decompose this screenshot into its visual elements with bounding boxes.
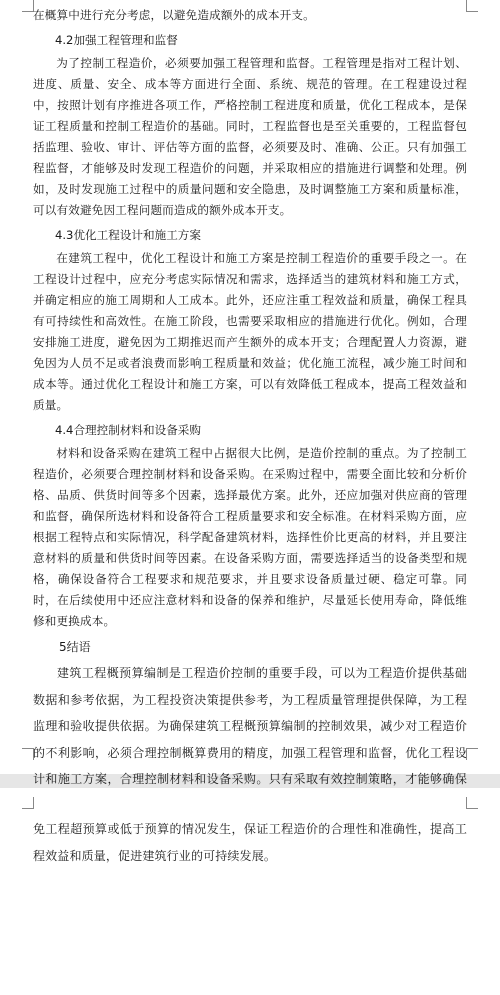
corner-mark-top-left-2 xyxy=(22,797,34,809)
corner-mark-bottom-left xyxy=(22,748,34,760)
section-4-2-heading: 4.2加强工程管理和监督 xyxy=(55,33,178,47)
section-5-heading: 5结语 xyxy=(59,640,91,654)
conclusion-continuation: 免工程超预算或低于预算的情况发生，保证工程造价的合理性和准确性，提高工程效益和质量，促进建筑行业的可持续发展。 xyxy=(33,822,467,863)
page-2-body xyxy=(33,816,467,869)
section-4-2-paragraph: 为了控制工程造价，必须要加强工程管理和监督。工程管理是指对工程计划、进度、质量、安全、成本等方面进行全面、系统、规范的管理。在工程建设过程中，按照计划有序推进各项工作，严格控制工程进度和质量，优化工程成本，是保证工程质量和控制工程造价的基础。同时，工程监督也是至关重要的，工程监督包括监理、验收、审计、评估等方面的监督，必须要及时、准确、公正。只有加强工程监督，才能够及时发现工程造价的问题，并采取相应的措施进行调整和处理。例如，及时发现施工过程中的质量问题和安全隐患，及时调整施工方案和质量标准，可以有效避免因工程问题而造成的额外成本开支。 xyxy=(33,56,467,217)
page-1-body xyxy=(33,5,467,819)
section-4-3-heading: 4.3优化工程设计和施工方案 xyxy=(55,228,201,242)
intro-line: 在概算中进行充分考虑，以避免造成额外的成本开支。 xyxy=(33,8,315,22)
corner-mark-bottom-right xyxy=(466,748,478,760)
corner-mark-top-right xyxy=(466,0,478,12)
section-4-3-paragraph: 在建筑工程中，优化工程设计和施工方案是控制工程造价的重要手段之一。在工程设计过程中，应充分考虑实际情况和需求，选择适当的建筑材料和施工方式，并确定相应的施工周期和人工成本。此外，还应注重工程效益和质量，确保工程具有可持续性和高效性。在施工阶段，也需要采取相应的措施进行优化。例如，合理安排施工进度，避免因为工期推迟而产生额外的成本开支；合理配置人力资源，避免因为人员不足或者浪费而影响工程质量和效益；优化施工流程，减少施工时间和成本等。通过优化工程设计和施工方案，可以有效降低工程成本，提高工程效益和质量。 xyxy=(33,251,467,412)
section-5-paragraph: 建筑工程概预算编制是工程造价控制的重要手段，可以为工程造价提供基础数据和参考依据，为工程投资决策提供参考，为工程质量管理提供保障，为工程监理和验收提供依据。为确保建筑工程概预算编制的控制效果，减少对工程造价的不利影响，必须合理控制概算费用的精度，加强工程管理和监督，优化工程设计和施工方案，合理控制材料和设备采购。只有采取有效控制策略，才能够确保 xyxy=(33,666,467,786)
document-page-2 xyxy=(0,788,500,995)
section-4-4-heading: 4.4合理控制材料和设备采购 xyxy=(55,423,201,437)
section-4-4-paragraph: 材料和设备采购在建筑工程中占据很大比例，是造价控制的重点。为了控制工程造价，必须要合理控制材料和设备采购。在采购过程中，需要全面比较和分析价格、品质、供货时间等多个因素，选择最优方案。此外，还应加强对供应商的管理和监督，确保所选材料和设备符合工程质量要求和安全标准。在材料采购方面，应根据工程特点和实际情况，科学配备建筑材料，选择性价比更高的材料，并且要注意材料的质量和供货时间等因素。在设备采购方面，需要选择适当的设备类型和规格，确保设备符合工程要求和规范要求，并且要求设备质量过硬、稳定可靠。同时，在后续使用中还应注意材料和设备的保养和维护，尽量延长使用寿命，降低维修和更换成本。 xyxy=(33,446,467,628)
corner-mark-top-right-2 xyxy=(466,797,478,809)
